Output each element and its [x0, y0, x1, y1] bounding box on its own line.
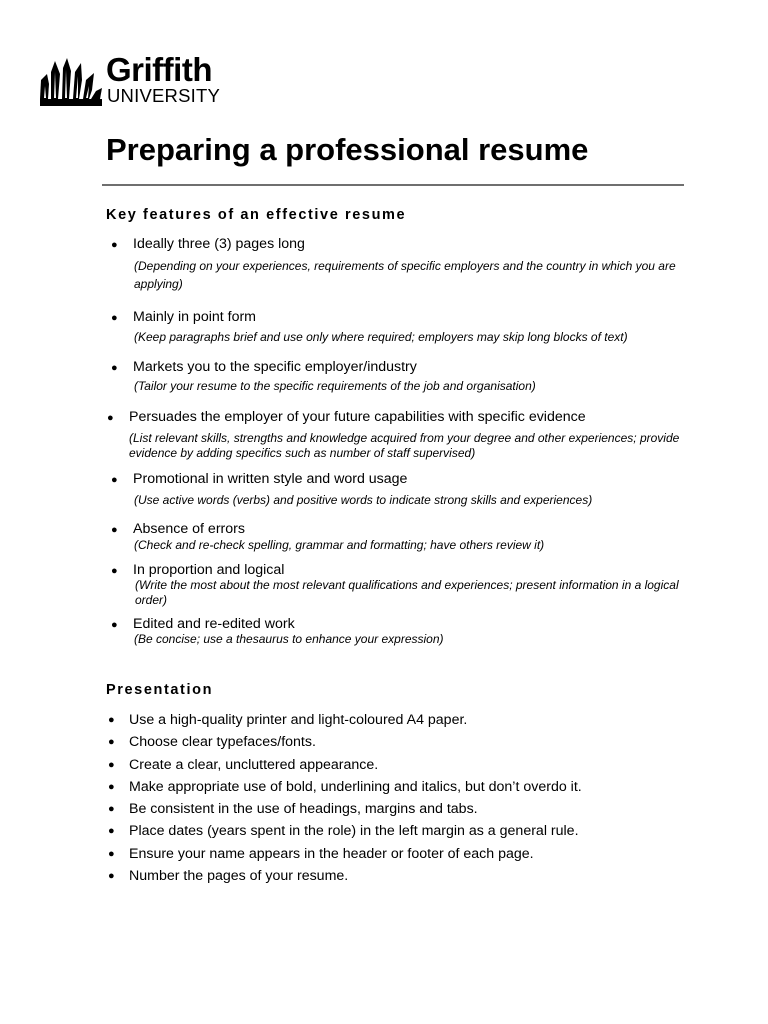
feature-note: (Be concise; use a thesaurus to enhance your expression) [134, 632, 444, 646]
presentation-point: Number the pages of your resume. [129, 868, 349, 885]
feature-note: (List relevant skills, strengths and knowledge acquired from your degree and other experiences; provide evidence by adding specifics such as number of staff supervised) [129, 431, 680, 460]
bullet-icon: ● [108, 758, 115, 771]
feature-point: Persuades the employer of your future capabilities with specific evidence [129, 409, 586, 425]
logo-emblem-icon [38, 58, 102, 106]
feature-note: (Depending on your experiences, requirements of specific employers and the country in which you are applying) [134, 259, 676, 291]
section-heading-presentation: Presentation [106, 682, 214, 698]
feature-point: Promotional in written style and word usage [133, 471, 408, 487]
bullet-icon: ● [111, 239, 118, 251]
section-heading-key-features: Key features of an effective resume [106, 207, 407, 223]
presentation-point: Create a clear, uncluttered appearance. [129, 756, 379, 773]
bullet-icon: ● [111, 312, 118, 324]
bullet-icon: ● [108, 803, 115, 816]
logo-subtitle: UNIVERSITY [107, 85, 221, 106]
bullet-icon: ● [108, 825, 115, 838]
bullet-icon: ● [111, 362, 118, 374]
feature-point: Ideally three (3) pages long [133, 236, 305, 252]
presentation-point: Use a high-quality printer and light-coloured A4 paper. [129, 712, 468, 728]
bullet-icon: ● [107, 412, 114, 424]
bullet-icon: ● [108, 870, 115, 883]
bullet-icon: ● [108, 780, 115, 793]
bullet-icon: ● [108, 847, 115, 860]
title-divider [102, 184, 684, 186]
presentation-point: Ensure your name appears in the header or footer of each page. [129, 845, 534, 862]
feature-point: Edited and re-edited work [133, 616, 295, 632]
feature-note: (Keep paragraphs brief and use only where required; employers may skip long blocks of text) [134, 330, 628, 344]
presentation-point: Make appropriate use of bold, underlining and italics, but don’t overdo it. [129, 778, 582, 795]
logo-wordmark: Griffith [106, 51, 212, 88]
feature-note: (Use active words (verbs) and positive words to indicate strong skills and experiences) [134, 493, 593, 507]
presentation-point: Be consistent in the use of headings, margins and tabs. [129, 801, 478, 818]
bullet-icon: ● [108, 736, 115, 749]
feature-point: Markets you to the specific employer/industry [133, 359, 417, 375]
bullet-icon: ● [111, 524, 118, 536]
presentation-point: Choose clear typefaces/fonts. [129, 734, 316, 751]
bullet-icon: ● [108, 714, 115, 726]
university-logo [38, 51, 238, 108]
feature-note: (Write the most about the most relevant qualifications and experiences; present information in a logical order) [135, 578, 679, 607]
bullet-icon: ● [111, 619, 118, 631]
page-title: Preparing a professional resume [106, 132, 589, 167]
feature-note: (Check and re-check spelling, grammar and formatting; have others review it) [134, 538, 545, 552]
feature-point: Absence of errors [133, 521, 245, 537]
bullet-icon: ● [111, 474, 118, 486]
feature-note: (Tailor your resume to the specific requirements of the job and organisation) [134, 379, 536, 393]
presentation-point: Place dates (years spent in the role) in the left margin as a general rule. [129, 823, 579, 840]
feature-point: Mainly in point form [133, 309, 257, 325]
feature-point: In proportion and logical [133, 562, 285, 578]
bullet-icon: ● [111, 565, 118, 577]
